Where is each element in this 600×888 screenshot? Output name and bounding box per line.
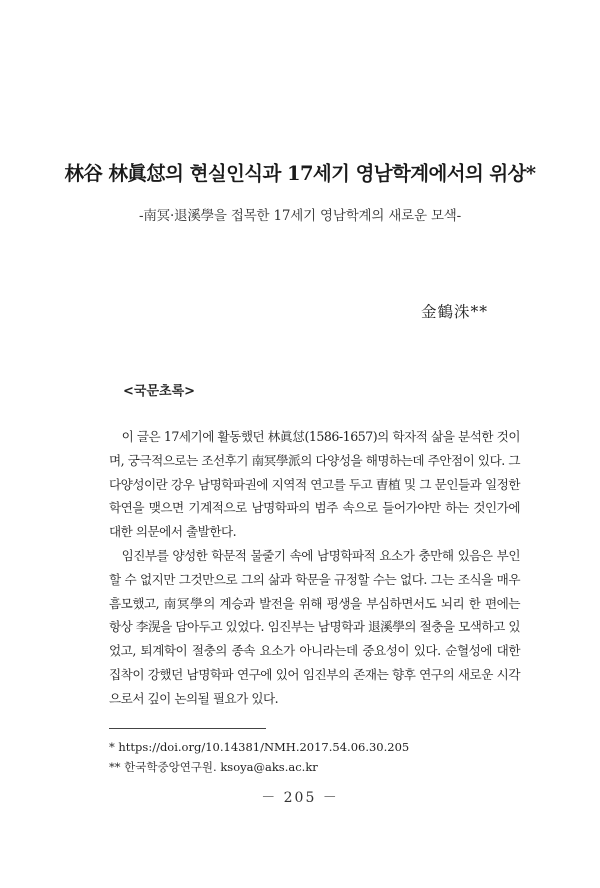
abstract-body [109,425,520,711]
footnote-affiliation: ** 한국학중앙연구원. ksoya@aks.ac.kr [109,760,318,774]
footnote-doi: * https://doi.org/10.14381/NMH.2017.54.06.30.205 [109,740,410,754]
abstract-paragraph-2: 임진부를 양성한 학문적 물줄기 속에 남명학파적 요소가 충만해 있음은 부인할 수 없지만 그것만으로 그의 삶과 학문을 규정할 수는 없다. 그는 조식을 매우 흠모했고, 南冥學의 계승과 발전을 위해 평생을 부심하면서도 뇌리 한 편에는 항상 李滉을 담아두고 있었다. 임진부는 남명학과 退溪學의 절충을 모색하고 있었고, 퇴계학이 절충의 종속 요소가 아니라는데 중요성이 있다. 순혈성에 대한 집착이 강했던 남명학파 연구에 있어 임진부의 존재는 향후 연구의 새로운 시각으로서 깊이 논의될 필요가 있다. [109,547,520,706]
page-number: － 205 － [261,790,339,806]
paper-subtitle: -南冥·退溪學을 접목한 17세기 영남학계의 새로운 모색- [138,208,461,224]
footnote-divider [109,728,266,729]
abstract-heading: <국문초록> [123,384,196,399]
author-name: 金鶴洙** [420,303,488,321]
abstract-paragraph-1: 이 글은 17세기에 활동했던 林眞怤(1586-1657)의 학자적 삶을 분석한 것이며, 궁극적으로는 조선후기 南冥學派의 다양성을 해명하는데 주안점이 있다. 그 다양성이란 강우 남명학파권에 지역적 연고를 두고 曺植 및 그 문인들과 일정한 학연을 맺으면 기계적으로 남명학파의 범주 속으로 들어가야만 하는 것인가에 대한 의문에서 출발한다. [109,429,520,540]
footnotes [109,737,409,777]
paper-title: 林谷 林眞怤의 현실인식과 17세기 영남학계에서의 위상* [64,162,536,185]
